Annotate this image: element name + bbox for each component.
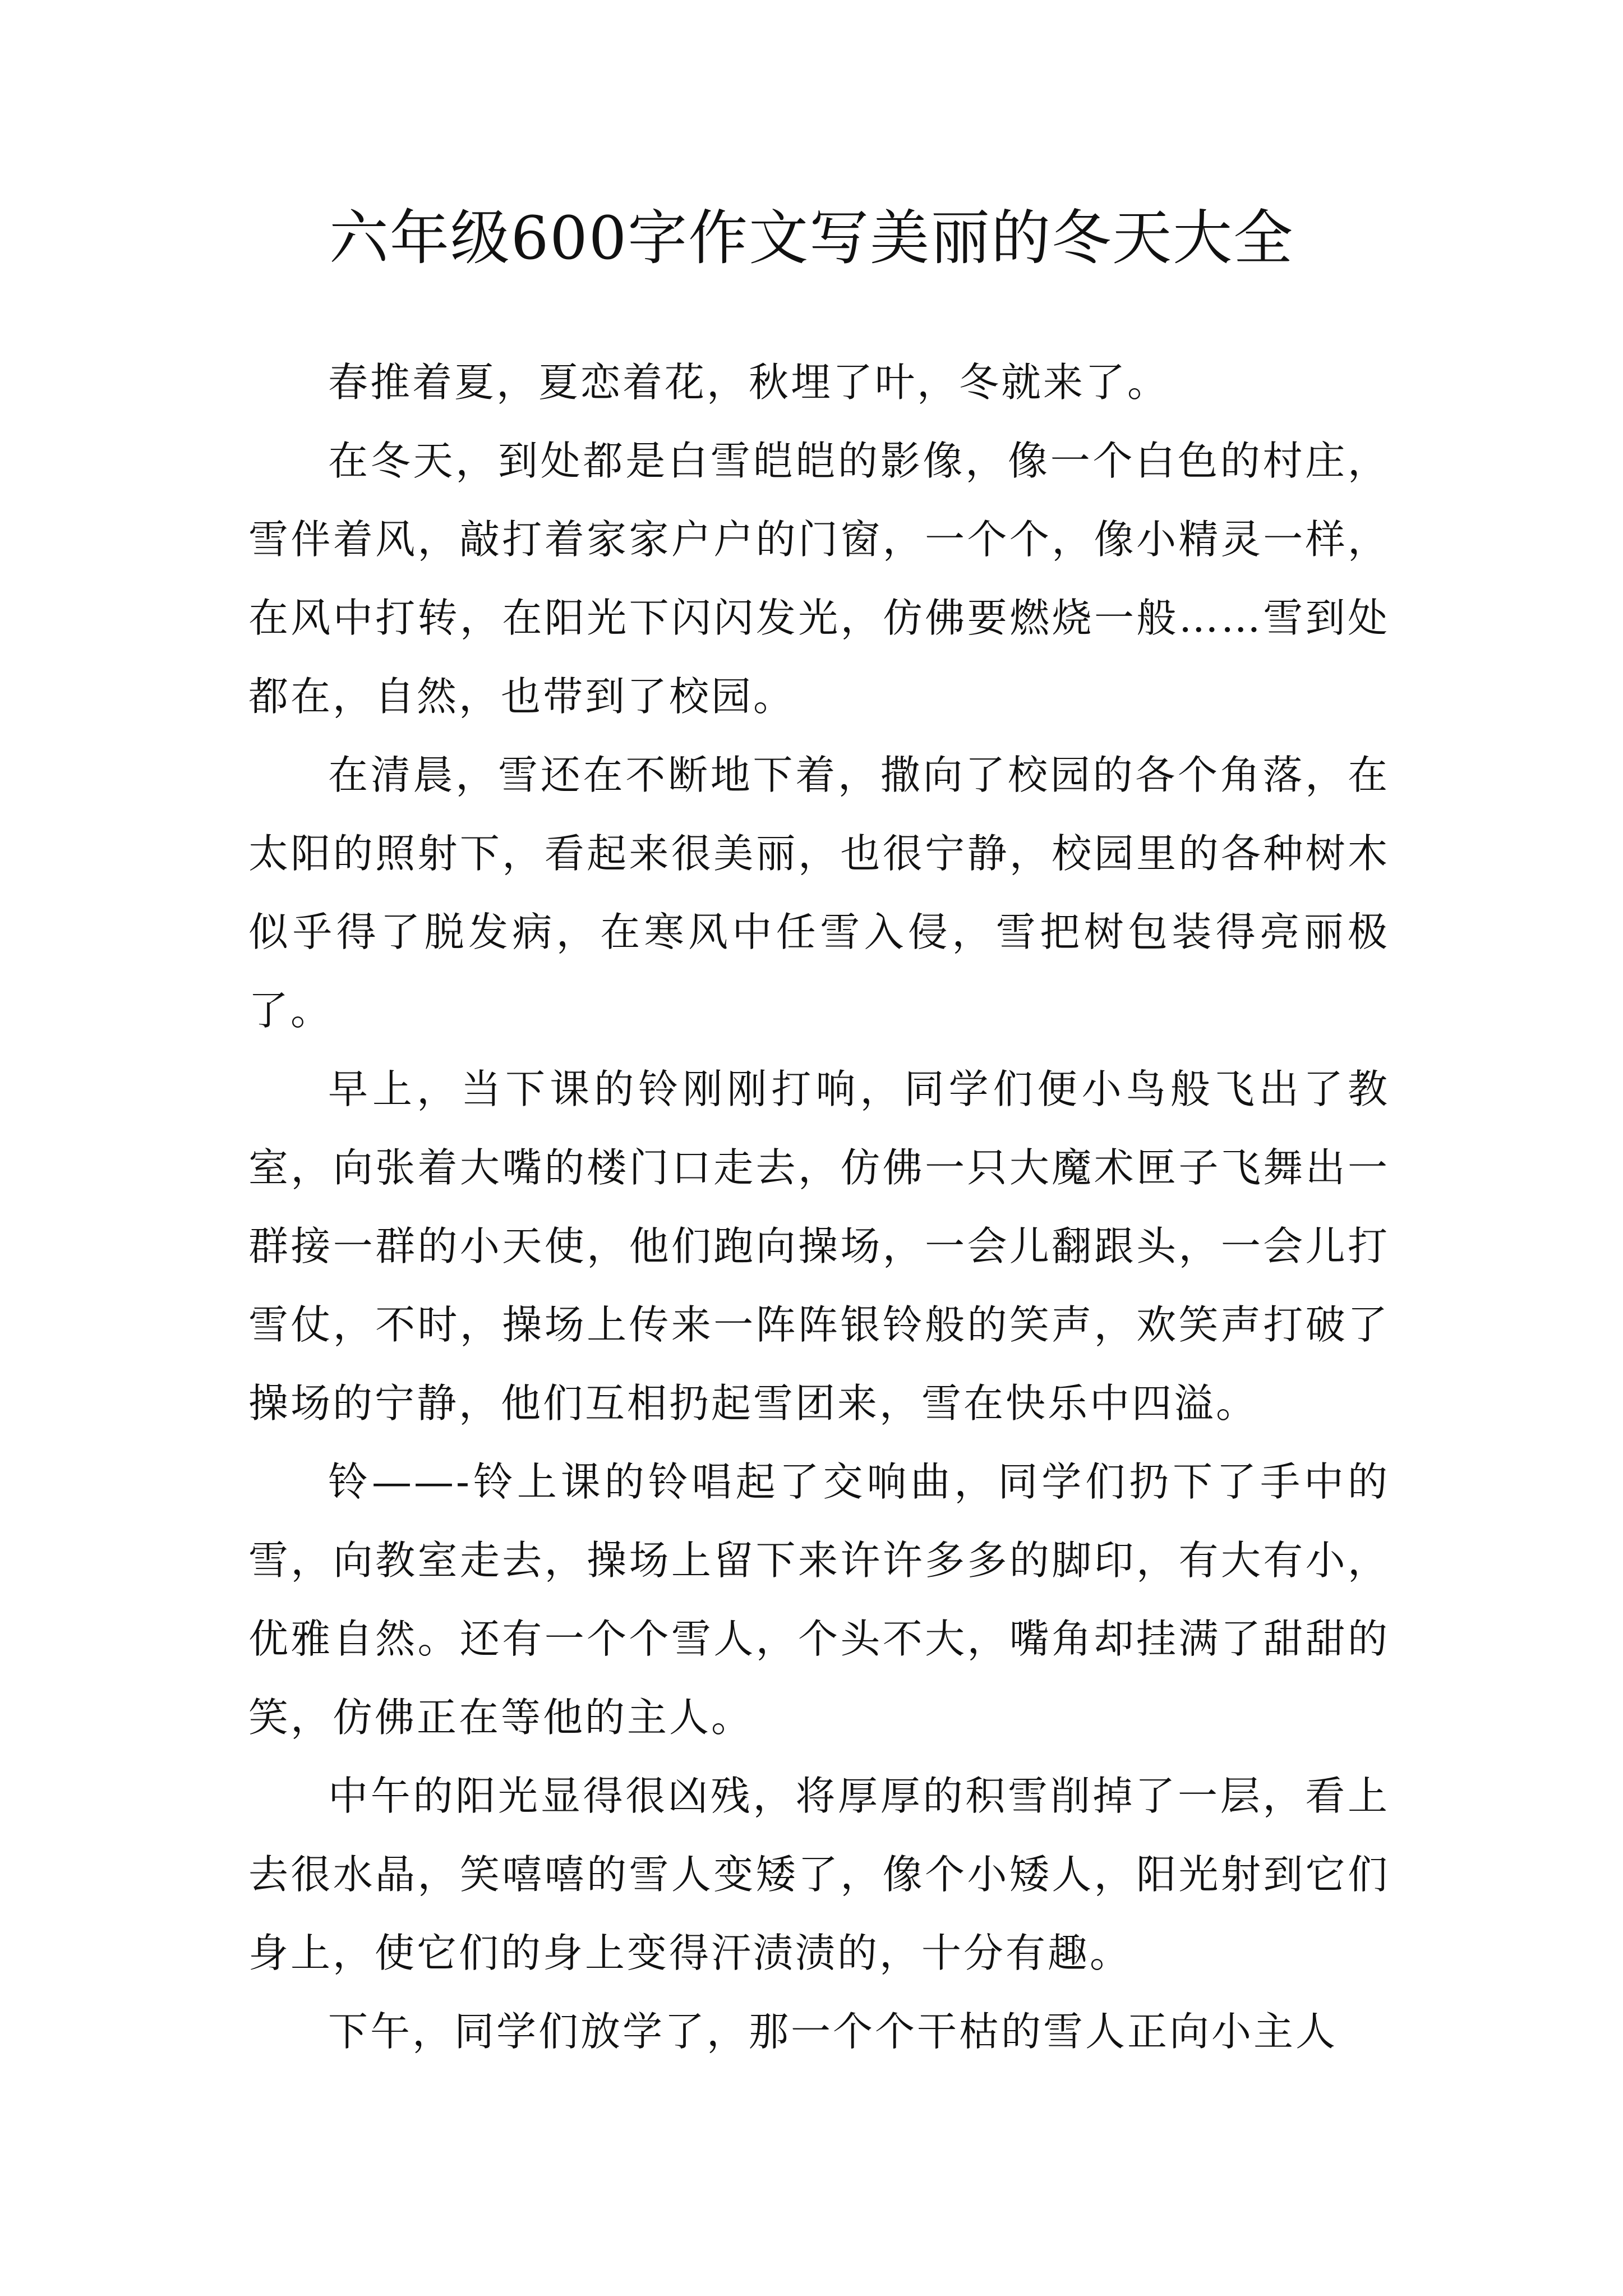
- document-title: 六年级600字作文写美丽的冬天大全: [329, 204, 1294, 273]
- paragraph: 在清晨，雪还在不断地下着，撒向了校园的各个角落，在太阳的照射下，看起来很美丽，也很宁静，校园里的各种树木似乎得了脱发病，在寒风中任雪入侵，雪把树包装得亮丽极了。: [248, 752, 1390, 1034]
- document-body: [248, 343, 1390, 2071]
- paragraph: 中午的阳光显得很凶残，将厚厚的积雪削掉了一层，看上去很水晶，笑嘻嘻的雪人变矮了，像个小矮人，阳光射到它们身上，使它们的身上变得汗渍渍的，十分有趣。: [248, 1773, 1390, 1976]
- paragraph: 在冬天，到处都是白雪皑皑的影像，像一个白色的村庄，雪伴着风，敲打着家家户户的门窗，一个个，像小精灵一样，在风中打转，在阳光下闪闪发光，仿佛要燃烧一般……雪到处都在，自然，也带到了校园。: [248, 438, 1390, 720]
- paragraph: 铃——-铃上课的铃唱起了交响曲，同学们扔下了手中的雪，向教室走去，操场上留下来许许多多的脚印，有大有小，优雅自然。还有一个个雪人，个头不大，嘴角却挂满了甜甜的笑，仿佛正在等他的主人。: [248, 1458, 1390, 1741]
- paragraph: 下午，同学们放学了，那一个个干枯的雪人正向小主人: [328, 2008, 1338, 2055]
- paragraph: 早上，当下课的铃刚刚打响，同学们便小鸟般飞出了教室，向张着大嘴的楼门口走去，仿佛一只大魔术匣子飞舞出一群接一群的小天使，他们跑向操场，一会儿翻跟头，一会儿打雪仗，不时，操场上传来一阵阵银铃般的笑声，欢笑声打破了操场的宁静，他们互相扔起雪团来，雪在快乐中四溢。: [248, 1066, 1390, 1427]
- paragraph: 春推着夏，夏恋着花，秋埋了叶，冬就来了。: [328, 359, 1170, 406]
